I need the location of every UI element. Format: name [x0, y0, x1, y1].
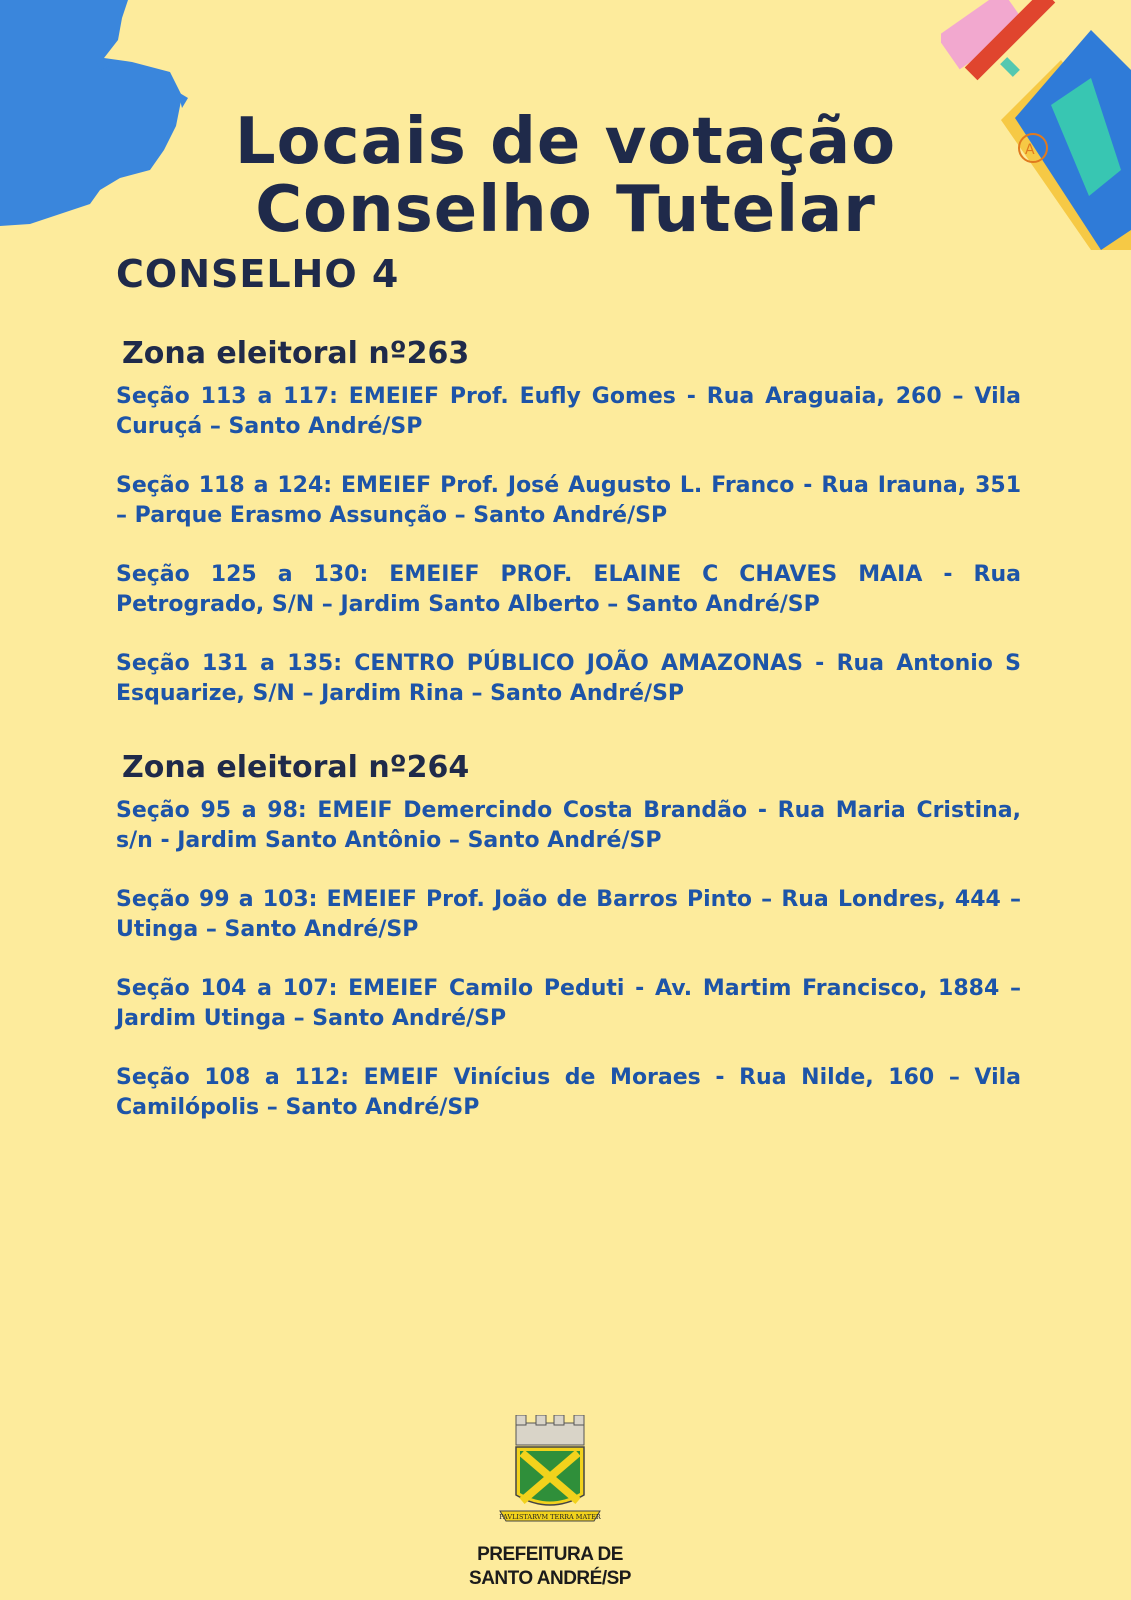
list-item: Seção 99 a 103: EMEIEF Prof. João de Barros Pinto – Rua Londres, 444 – Utinga – Santo André/SP [116, 887, 1021, 942]
zona-263-list [116, 382, 1021, 738]
list-item: Seção 104 a 107: EMEIEF Camilo Peduti - Av. Martim Francisco, 1884 – Jardim Utinga – Santo André/SP [116, 976, 1021, 1031]
prefeitura-label [440, 1543, 660, 1591]
list-item: Seção 113 a 117: EMEIEF Prof. Eufly Gomes - Rua Araguaia, 260 – Vila Curuçá – Santo André/SP [116, 384, 1021, 439]
title-line-1: Locais de votação [234, 105, 897, 179]
list-item: Seção 118 a 124: EMEIEF Prof. José Augusto L. Franco - Rua Irauna, 351 – Parque Erasmo Assunção – Santo André/SP [116, 473, 1021, 528]
conselho-heading: CONSELHO 4 [116, 252, 400, 296]
zona-263-heading: Zona eleitoral nº263 [122, 336, 470, 371]
title-line-2: Conselho Tutelar [255, 173, 876, 247]
list-item: Seção 125 a 130: EMEIEF PROF. ELAINE C CHAVES MAIA - Rua Petrogrado, S/N – Jardim Santo Alberto – Santo André/SP [116, 562, 1021, 617]
list-item: Seção 131 a 135: CENTRO PÚBLICO JOÃO AMAZONAS - Rua Antonio S Esquarize, S/N – Jardim Rina – Santo André/SP [116, 651, 1021, 706]
motto-text: PAVLISTARVM TERRA MATER [499, 1513, 601, 1521]
zona-264-heading: Zona eleitoral nº264 [122, 750, 470, 785]
zona-264-list [116, 796, 1021, 1152]
page-title [0, 105, 1131, 247]
prefeitura-line-2: SANTO ANDRÉ/SP [469, 1568, 631, 1589]
list-item: Seção 95 a 98: EMEIF Demercindo Costa Brandão - Rua Maria Cristina, s/n - Jardim Santo Antônio – Santo André/SP [116, 798, 1021, 853]
santo-andre-coat-of-arms [494, 1415, 606, 1530]
prefeitura-line-1: PREFEITURA DE [477, 1544, 623, 1565]
svg-text:A: A [1025, 142, 1035, 158]
list-item: Seção 108 a 112: EMEIF Vinícius de Moraes - Rua Nilde, 160 – Vila Camilópolis – Santo André/SP [116, 1065, 1021, 1120]
